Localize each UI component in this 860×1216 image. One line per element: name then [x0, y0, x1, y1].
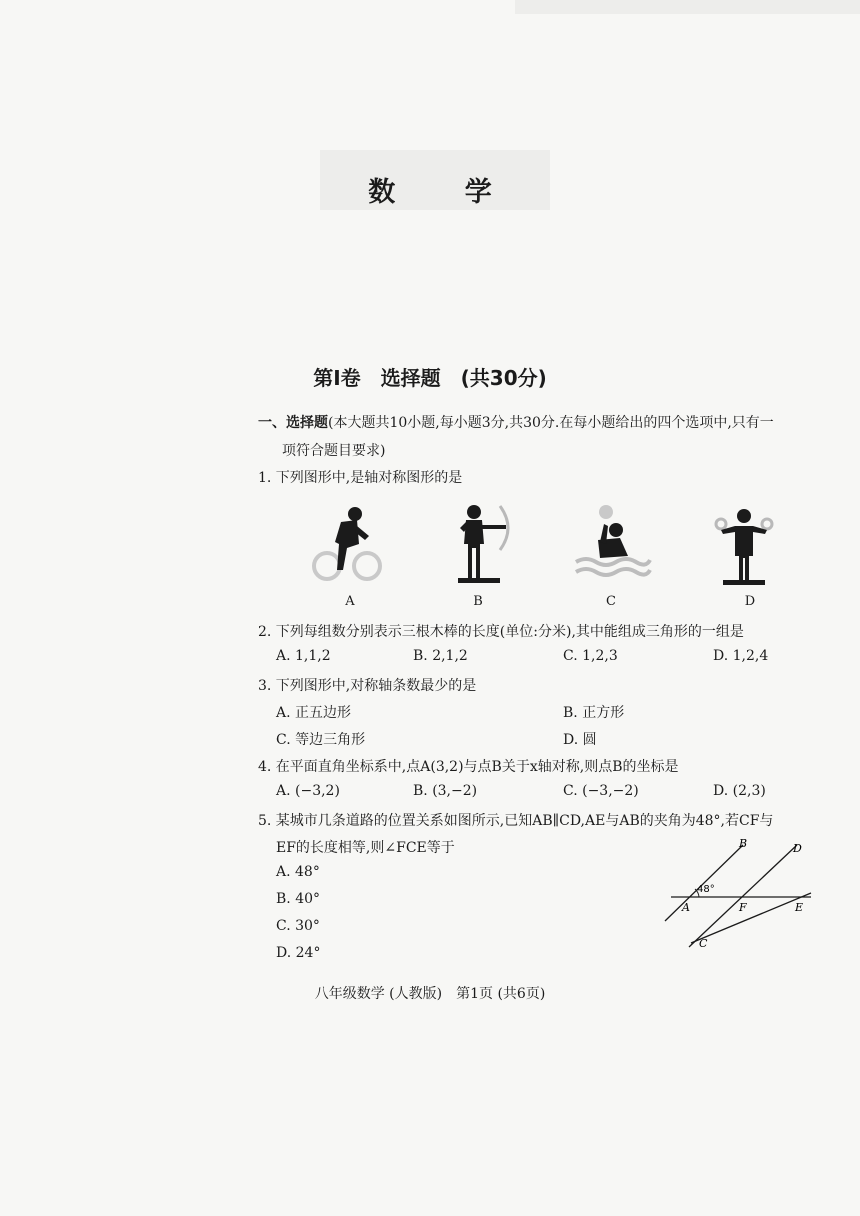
point-f-label: F	[739, 901, 747, 914]
question-4-option-a: A. (−3,2)	[276, 783, 340, 799]
archer-figure	[440, 498, 520, 588]
question-3-option-a: A. 正五边形	[276, 705, 352, 721]
line-ce	[691, 893, 811, 943]
scan-shadow-right	[515, 0, 860, 14]
section-title: 第Ⅰ卷 选择题 (共30分)	[313, 366, 547, 390]
question-5-option-c: C. 30°	[276, 918, 320, 934]
instructions-line-1	[258, 412, 774, 432]
instructions-heading: 一、选择题	[258, 415, 328, 431]
question-3-option-d: D. 圆	[563, 732, 597, 748]
question-5-stem-line-1: 5. 某城市几条道路的位置关系如图所示,已知AB∥CD,AE与AB的夹角为48°,若CF与	[258, 813, 774, 829]
question-2-option-d: D. 1,2,4	[713, 648, 769, 664]
question-1-label-d: D	[744, 594, 756, 609]
question-3-stem: 3. 下列图形中,对称轴条数最少的是	[258, 678, 477, 694]
question-1-label-c: C	[606, 594, 616, 609]
cyclist-figure	[305, 500, 390, 585]
question-1-label-a: A	[345, 594, 355, 609]
line-cd	[689, 845, 797, 947]
question-4-stem: 4. 在平面直角坐标系中,点A(3,2)与点B关于x轴对称,则点B的坐标是	[258, 759, 679, 775]
question-4-option-c: C. (−3,−2)	[563, 783, 639, 799]
point-e-label: E	[795, 901, 804, 914]
question-5-option-b: B. 40°	[276, 891, 321, 907]
line-ab	[665, 845, 743, 921]
question-1-label-b: B	[473, 594, 483, 609]
rings-gymnast-figure	[705, 500, 785, 590]
question-3-option-c: C. 等边三角形	[276, 732, 366, 748]
angle-label: 48°	[697, 884, 715, 895]
point-b-label: B	[739, 837, 748, 850]
parallel-lines-diagram	[655, 835, 820, 953]
instructions-text: (本大题共10小题,每小题3分,共30分.在每小题给出的四个选项中,只有一	[328, 415, 774, 431]
point-a-label: A	[682, 901, 690, 914]
question-1-stem: 1. 下列图形中,是轴对称图形的是	[258, 470, 463, 486]
point-d-label: D	[793, 842, 802, 855]
question-5-option-d: D. 24°	[276, 945, 321, 961]
question-3-option-b: B. 正方形	[563, 705, 625, 721]
question-5-option-a: A. 48°	[276, 864, 320, 880]
question-2-option-c: C. 1,2,3	[563, 648, 618, 664]
point-c-label: C	[699, 937, 708, 950]
page-footer: 八年级数学 (人教版) 第1页 (共6页)	[314, 986, 546, 1002]
instructions-line-2: 项符合题目要求)	[282, 443, 386, 459]
water-polo-figure	[570, 500, 655, 585]
question-4-option-b: B. (3,−2)	[413, 783, 478, 799]
question-2-option-a: A. 1,1,2	[276, 648, 331, 664]
question-5-stem-line-2: EF的长度相等,则∠FCE等于	[276, 840, 455, 856]
question-2-stem: 2. 下列每组数分别表示三根木棒的长度(单位:分米),其中能组成三角形的一组是	[258, 624, 744, 640]
question-2-option-b: B. 2,1,2	[413, 648, 468, 664]
document-title: 数 学	[368, 177, 522, 208]
question-4-option-d: D. (2,3)	[713, 783, 766, 799]
